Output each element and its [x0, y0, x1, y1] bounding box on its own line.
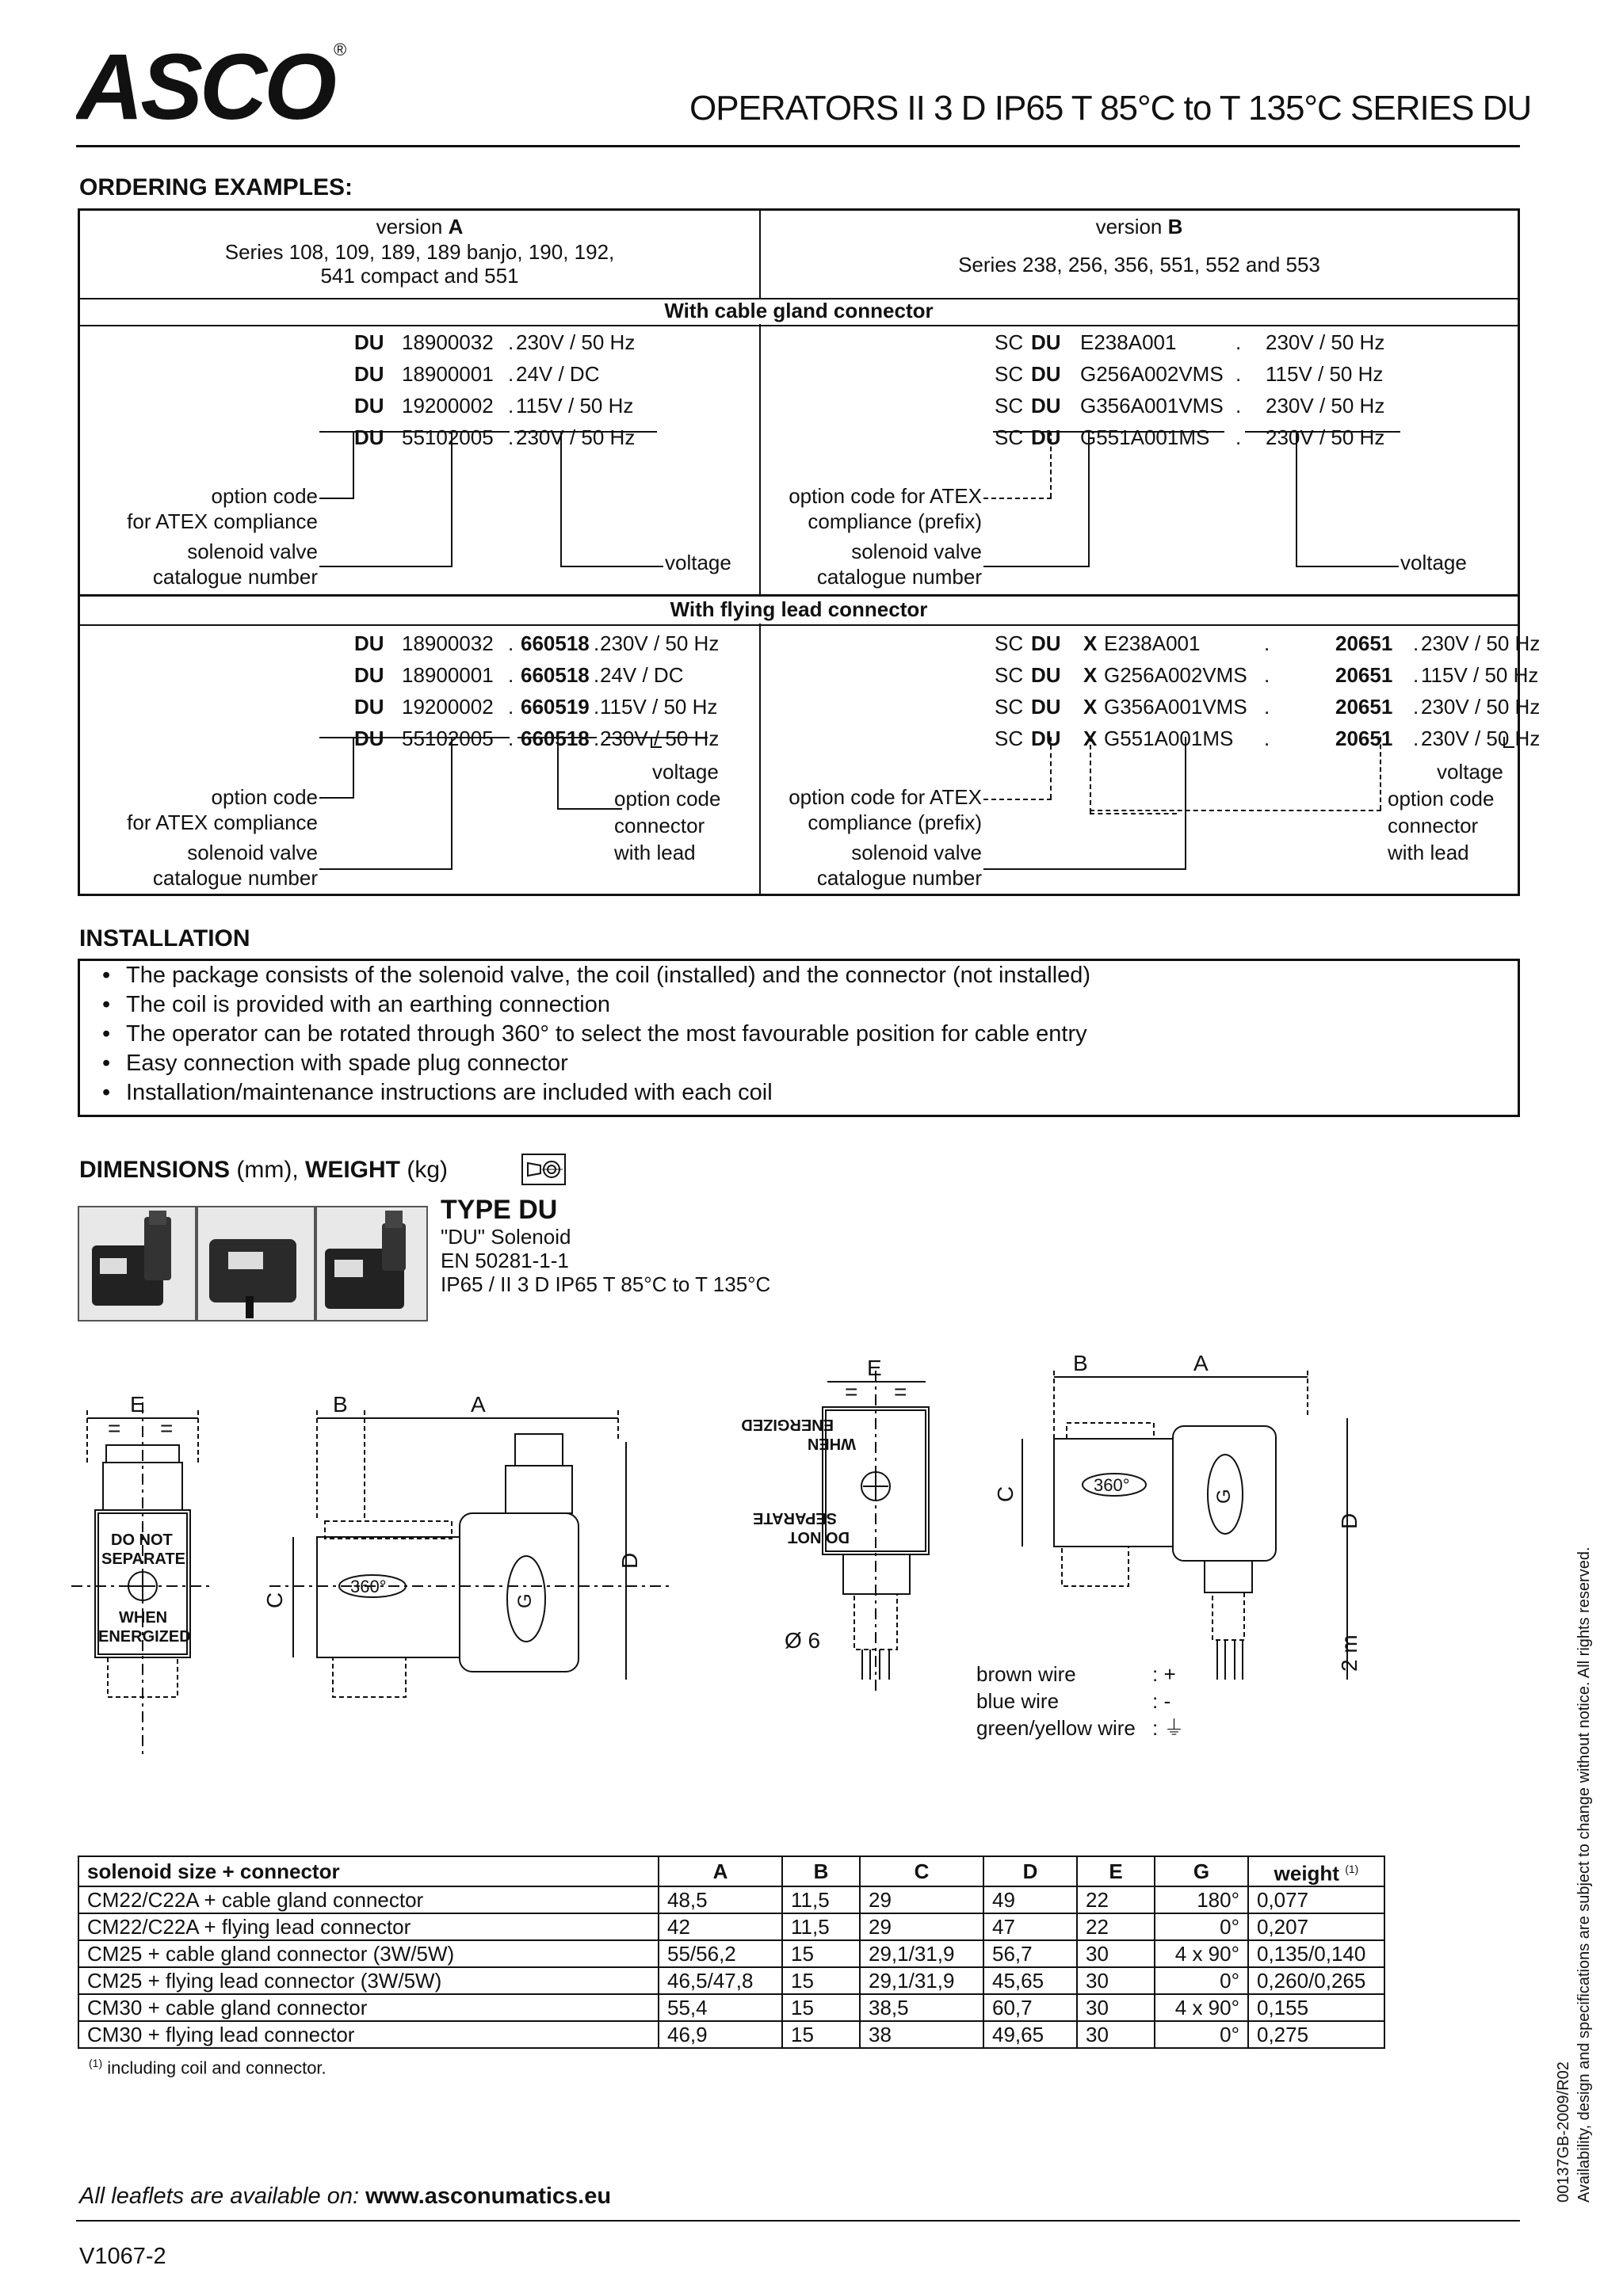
table-cell: 46,9 — [659, 2021, 782, 2048]
table-cell: 47 — [983, 1913, 1077, 1940]
fly-a-conn-2: connector — [614, 814, 705, 837]
table-cell: 30 — [1077, 1940, 1155, 1967]
dim-E-b: E — [867, 1356, 882, 1380]
row-sc: SC — [995, 394, 1024, 418]
table-cell: 30 — [1077, 1994, 1155, 2021]
svg-text:ENERGIZED: ENERGIZED — [741, 1416, 834, 1433]
row-divider — [80, 624, 1518, 626]
fly-a-voltage: voltage — [652, 760, 719, 784]
row-sc: SC — [995, 663, 1024, 687]
row-voltage: 115V / 50 Hz — [600, 695, 718, 719]
brown-wire-label: brown wire — [976, 1662, 1076, 1686]
row-sc: SC — [995, 695, 1024, 719]
row-conn: 660518 — [521, 727, 590, 750]
g-label-b: G — [1213, 1489, 1235, 1504]
row-x: X — [1083, 663, 1098, 687]
table-cell: 49 — [983, 1886, 1077, 1913]
row-prefix: DU — [354, 727, 384, 750]
installation-box — [78, 959, 1520, 1117]
row-conn: 20651 — [1335, 631, 1393, 655]
row-dot: . — [1413, 631, 1419, 655]
row-conn: 20651 — [1335, 663, 1393, 687]
dim-C-b: C — [993, 1486, 1018, 1502]
table-cell: 29 — [860, 1886, 983, 1913]
row-prefix: DU — [354, 663, 384, 687]
cable-b-catalogue: catalogue number — [816, 565, 982, 589]
page-title: OPERATORS II 3 D IP65 T 85°C to T 135°C SERIES DU — [689, 89, 1532, 128]
row-prefix: DU — [1031, 425, 1061, 449]
table-cell: CM22/C22A + cable gland connector — [78, 1886, 659, 1913]
table-cell: 0° — [1155, 2021, 1248, 2048]
cable-a-voltage: voltage — [665, 551, 731, 574]
row-prefix: DU — [1031, 362, 1061, 386]
dim-B-b: B — [1073, 1351, 1088, 1375]
row-voltage: 230V / 50 Hz — [1421, 727, 1541, 750]
row-code: E238A001 — [1080, 330, 1177, 354]
row-code: G356A001VMS — [1080, 394, 1224, 418]
green-wire-label: green/yellow wire — [976, 1716, 1136, 1740]
installation-item: • The coil is provided with an earthing connection — [102, 990, 1518, 1020]
row-code: 19200002 — [402, 394, 494, 418]
table-cell: 48,5 — [659, 1886, 782, 1913]
table-cell: 0,077 — [1248, 1886, 1384, 1913]
table-cell: 49,65 — [983, 2021, 1077, 2048]
table-cell: 29,1/31,9 — [860, 1967, 983, 1994]
table-cell: 60,7 — [983, 1994, 1077, 2021]
table-footnote: $^{(1)}$ including coil and connector. — [89, 2057, 327, 2078]
fly-a-conn-1: option code — [614, 787, 721, 810]
svg-text:SEPARATE: SEPARATE — [753, 1509, 837, 1527]
table-cell: 15 — [782, 1967, 860, 1994]
row-voltage: 115V / 50 Hz — [1266, 362, 1384, 386]
row-dot: . — [508, 425, 514, 449]
installation-item: • The package consists of the solenoid valve, the coil (installed) and the connector (not installed) — [102, 961, 1518, 990]
row-dot: . — [508, 631, 514, 655]
product-photo-1 — [78, 1206, 197, 1322]
row-dot: . — [508, 330, 514, 354]
cable-a-atex: for ATEX compliance — [127, 509, 318, 533]
row-dot: . — [594, 727, 600, 750]
dim-D-a: D — [617, 1552, 642, 1569]
row-voltage: 230V / 50 Hz — [516, 330, 636, 354]
table-row — [78, 1886, 1384, 1913]
cable-a-catalogue: catalogue number — [152, 565, 318, 589]
drawing-a-side — [262, 1392, 674, 1697]
fly-b-voltage: voltage — [1437, 760, 1503, 784]
table-cell: 0,135/0,140 — [1248, 1940, 1384, 1967]
row-voltage: 230V / 50 Hz — [1266, 394, 1385, 418]
version-a-series-2: 541 compact and 551 — [320, 264, 519, 288]
row-dot: . — [1264, 631, 1270, 655]
table-cell: 0,260/0,265 — [1248, 1967, 1384, 1994]
drawing-a-front — [71, 1392, 214, 1759]
installation-list — [80, 961, 1518, 1108]
col-header: D — [983, 1856, 1077, 1886]
row-dot: . — [594, 631, 600, 655]
row-code: G551A001MS — [1080, 425, 1210, 449]
table-cell: 22 — [1077, 1913, 1155, 1940]
rights-note: Availability, design and specifications are subject to change without notice. All rights reserved. — [1575, 1547, 1593, 2203]
header-divider — [76, 145, 1520, 147]
table-row — [78, 2021, 1384, 2048]
dim-E-a: E — [130, 1392, 145, 1417]
table-cell: 30 — [1077, 2021, 1155, 2048]
type-line-3: IP65 / II 3 D IP65 T 85°C to T 135°C — [441, 1272, 771, 1296]
table-cell: CM30 + cable gland connector — [78, 1994, 659, 2021]
projection-symbol-icon — [521, 1154, 566, 1185]
drawing-b-front — [741, 1356, 929, 1695]
table-cell: 0,155 — [1248, 1994, 1384, 2021]
row-code: G256A002VMS — [1104, 663, 1247, 687]
row-conn: 660518 — [521, 663, 590, 687]
row-code: 18900001 — [402, 663, 494, 687]
table-cell: 11,5 — [782, 1913, 860, 1940]
dim-B-a: B — [333, 1392, 348, 1417]
type-line-2: EN 50281-1-1 — [441, 1249, 569, 1272]
svg-text:=: = — [160, 1416, 174, 1440]
fly-a-solenoid: solenoid valve — [187, 841, 318, 864]
row-code: G356A001VMS — [1104, 695, 1247, 719]
version-a-header: version A — [376, 215, 464, 238]
dim-2m: 2 m — [1337, 1634, 1361, 1672]
col-header: solenoid size + connector — [78, 1856, 659, 1886]
fly-a-conn-3: with lead — [614, 841, 696, 864]
row-x: X — [1083, 727, 1098, 750]
technical-drawing — [71, 1347, 1466, 1759]
drawing-b-side — [993, 1351, 1361, 1680]
cable-a-solenoid: solenoid valve — [187, 540, 318, 563]
g-label-a: G — [514, 1593, 536, 1608]
asco-logo — [76, 40, 361, 131]
cable-b-voltage: voltage — [1400, 551, 1467, 574]
row-dot: . — [1264, 695, 1270, 719]
row-prefix: DU — [354, 695, 384, 719]
angle-360-b: 360° — [1094, 1475, 1130, 1495]
row-code: G256A002VMS — [1080, 362, 1224, 386]
fly-b-prefix: compliance (prefix) — [808, 810, 982, 834]
row-code: 19200002 — [402, 695, 494, 719]
row-voltage: 115V / 50 Hz — [1421, 663, 1539, 687]
table-cell: CM25 + flying lead connector (3W/5W) — [78, 1967, 659, 1994]
dim-C-a: C — [262, 1592, 287, 1608]
green-wire-sign: : ⏚ — [1152, 1716, 1185, 1740]
registered-mark: ® — [334, 40, 347, 59]
dia-label: Ø 6 — [785, 1628, 821, 1653]
product-photo-3 — [315, 1206, 428, 1322]
row-x: X — [1083, 695, 1098, 719]
row-voltage: 230V / 50 Hz — [600, 727, 720, 750]
row-dot: . — [508, 695, 514, 719]
installation-item: • Easy connection with spade plug connector — [102, 1049, 1518, 1078]
dim-D-b: D — [1337, 1512, 1361, 1529]
fly-a-option-code: option code — [211, 785, 318, 809]
row-voltage: 230V / 50 Hz — [1421, 695, 1541, 719]
table-cell: 45,65 — [983, 1967, 1077, 1994]
blue-wire-label: blue wire — [976, 1689, 1060, 1713]
row-dot: . — [1235, 362, 1242, 386]
dimensions-table — [78, 1855, 1385, 2049]
row-prefix: DU — [354, 362, 384, 386]
row-prefix: DU — [1031, 394, 1061, 418]
flying-lead-title: With flying lead connector — [670, 597, 928, 621]
table-cell: CM25 + cable gland connector (3W/5W) — [78, 1940, 659, 1967]
fly-a-catalogue: catalogue number — [152, 866, 318, 890]
table-cell: 38 — [860, 2021, 983, 2048]
row-x: X — [1083, 631, 1098, 655]
row-prefix: DU — [1031, 330, 1061, 354]
row-code: E238A001 — [1104, 631, 1201, 655]
row-prefix: DU — [354, 394, 384, 418]
svg-text:=: = — [894, 1379, 907, 1404]
row-voltage: 230V / 50 Hz — [600, 631, 720, 655]
table-cell: 4 x 90° — [1155, 1940, 1248, 1967]
row-dot: . — [1413, 663, 1419, 687]
fly-b-option-code: option code for ATEX — [789, 785, 982, 809]
row-code: 18900032 — [402, 330, 494, 354]
row-dot: . — [1235, 425, 1242, 449]
footer-divider — [76, 2220, 1520, 2222]
row-dot: . — [508, 727, 514, 750]
row-dot: . — [1264, 727, 1270, 750]
logo-text: ASCO — [76, 40, 334, 127]
fly-b-conn-1: option code — [1388, 787, 1495, 810]
table-cell: 15 — [782, 1940, 860, 1967]
fly-a-atex: for ATEX compliance — [127, 810, 318, 834]
product-photo-2 — [197, 1206, 315, 1322]
dim-A-b: A — [1193, 1351, 1209, 1375]
col-header: G — [1155, 1856, 1248, 1886]
row-code: G551A001MS — [1104, 727, 1234, 750]
svg-text:SEPARATE: SEPARATE — [101, 1550, 185, 1568]
table-cell: 30 — [1077, 1967, 1155, 1994]
version-b-series: Series 238, 256, 356, 551, 552 and 553 — [958, 253, 1320, 277]
cable-b-prefix: compliance (prefix) — [808, 509, 982, 533]
row-voltage: 115V / 50 Hz — [516, 394, 634, 418]
svg-text:DO NOT: DO NOT — [788, 1528, 850, 1546]
dim-A-a: A — [471, 1392, 486, 1417]
table-cell: 4 x 90° — [1155, 1994, 1248, 2021]
row-voltage: 230V / 50 Hz — [1421, 631, 1541, 655]
table-cell: CM22/C22A + flying lead connector — [78, 1913, 659, 1940]
table-cell: 42 — [659, 1913, 782, 1940]
row-conn: 20651 — [1335, 695, 1393, 719]
brown-wire-sign: : + — [1152, 1662, 1176, 1686]
fly-b-conn-3: with lead — [1388, 841, 1469, 864]
row-dot: . — [594, 695, 600, 719]
row-sc: SC — [995, 727, 1024, 750]
col-header: C — [860, 1856, 983, 1886]
table-row — [78, 1994, 1384, 2021]
row-dot: . — [508, 663, 514, 687]
table-cell: 15 — [782, 2021, 860, 2048]
version-a-series-1: Series 108, 109, 189, 189 banjo, 190, 192, — [224, 240, 615, 264]
table-cell: 29 — [860, 1913, 983, 1940]
footer-leaflets: All leaflets are available on: www.asconumatics.eu — [79, 2183, 612, 2209]
cable-b-solenoid: solenoid valve — [851, 540, 982, 563]
row-dot: . — [1235, 394, 1242, 418]
row-sc: SC — [995, 631, 1024, 655]
row-conn: 20651 — [1335, 727, 1393, 750]
svg-text:WHEN: WHEN — [119, 1609, 168, 1627]
angle-360-a: 360° — [350, 1577, 387, 1596]
row-prefix: DU — [1031, 631, 1061, 655]
row-code: 55102005 — [402, 425, 494, 449]
fly-b-catalogue: catalogue number — [816, 866, 982, 890]
row-dot: . — [1413, 695, 1419, 719]
table-cell: 56,7 — [983, 1940, 1077, 1967]
table-cell: 22 — [1077, 1886, 1155, 1913]
row-voltage: 230V / 50 Hz — [1266, 425, 1385, 449]
cable-b-option-code: option code for ATEX — [789, 484, 982, 508]
col-header-weight: weight $^{(1)}$ — [1248, 1856, 1384, 1886]
installation-item: • Installation/maintenance instructions are included with each coil — [102, 1078, 1518, 1108]
table-cell: 29,1/31,9 — [860, 1940, 983, 1967]
version-b-header: version B — [1095, 215, 1183, 238]
svg-text:=: = — [845, 1379, 858, 1404]
row-code: 18900001 — [402, 362, 494, 386]
row-prefix: DU — [354, 330, 384, 354]
row-sc: SC — [995, 330, 1024, 354]
type-title: TYPE DU — [441, 1195, 558, 1225]
table-cell: 0° — [1155, 1913, 1248, 1940]
row-voltage: 230V / 50 Hz — [516, 425, 636, 449]
fly-b-conn-2: connector — [1388, 814, 1479, 837]
table-cell: 0,207 — [1248, 1913, 1384, 1940]
svg-text:DO NOT: DO NOT — [111, 1531, 173, 1549]
table-cell: 38,5 — [860, 1994, 983, 2021]
row-dot: . — [1235, 330, 1242, 354]
svg-text:WHEN: WHEN — [807, 1435, 856, 1452]
cable-gland-title: With cable gland connector — [664, 299, 934, 322]
table-cell: 0,275 — [1248, 2021, 1384, 2048]
row-voltage: 230V / 50 Hz — [1266, 330, 1385, 354]
row-voltage: 24V / DC — [600, 663, 684, 687]
page-code: V1067-2 — [79, 2244, 166, 2269]
row-prefix: DU — [1031, 695, 1061, 719]
table-header-row — [78, 1856, 1384, 1886]
side-note — [1553, 1547, 1594, 2203]
table-cell: 46,5/47,8 — [659, 1967, 782, 1994]
installation-item: • The operator can be rotated through 360° to select the most favourable position for cable entry — [102, 1020, 1518, 1049]
type-line-1: "DU" Solenoid — [441, 1225, 571, 1249]
table-cell: 55/56,2 — [659, 1940, 782, 1967]
row-dot: . — [1264, 663, 1270, 687]
row-dot: . — [508, 394, 514, 418]
row-prefix: DU — [1031, 727, 1061, 750]
row-divider — [80, 325, 1518, 326]
row-dot: . — [1413, 727, 1419, 750]
table-row — [78, 1967, 1384, 1994]
table-cell: 0° — [1155, 1967, 1248, 1994]
table-row — [78, 1913, 1384, 1940]
row-prefix: DU — [354, 631, 384, 655]
row-dot: . — [594, 663, 600, 687]
footer-url[interactable]: www.asconumatics.eu — [365, 2183, 612, 2209]
row-prefix: DU — [354, 425, 384, 449]
dimensions-title: DIMENSIONS (mm), WEIGHT (kg) — [79, 1157, 449, 1183]
row-voltage: 24V / DC — [516, 362, 600, 386]
doc-code: 00137GB-2009/R02 — [1555, 2061, 1572, 2203]
installation-title: INSTALLATION — [79, 925, 250, 952]
table-cell: 15 — [782, 1994, 860, 2021]
blue-wire-sign: : - — [1152, 1689, 1171, 1713]
wire-legend — [976, 1662, 1184, 1740]
row-dot: . — [508, 362, 514, 386]
cable-a-option-code: option code — [211, 484, 318, 508]
ordering-table — [78, 208, 1541, 896]
table-cell: 180° — [1155, 1886, 1248, 1913]
col-header: B — [782, 1856, 860, 1886]
table-cell: 11,5 — [782, 1886, 860, 1913]
table-cell: 55,4 — [659, 1994, 782, 2021]
row-code: 55102005 — [402, 727, 494, 750]
row-conn: 660519 — [521, 695, 590, 719]
row-code: 18900032 — [402, 631, 494, 655]
row-sc: SC — [995, 425, 1024, 449]
table-cell: CM30 + flying lead connector — [78, 2021, 659, 2048]
fly-b-solenoid: solenoid valve — [851, 841, 982, 864]
table-row — [78, 1940, 1384, 1967]
svg-text:=: = — [108, 1416, 121, 1440]
row-prefix: DU — [1031, 663, 1061, 687]
svg-text:ENERGIZED: ENERGIZED — [98, 1628, 191, 1646]
ordering-title: ORDERING EXAMPLES: — [79, 174, 353, 200]
col-header: A — [659, 1856, 782, 1886]
col-header: E — [1077, 1856, 1155, 1886]
row-sc: SC — [995, 362, 1024, 386]
row-conn: 660518 — [521, 631, 590, 655]
